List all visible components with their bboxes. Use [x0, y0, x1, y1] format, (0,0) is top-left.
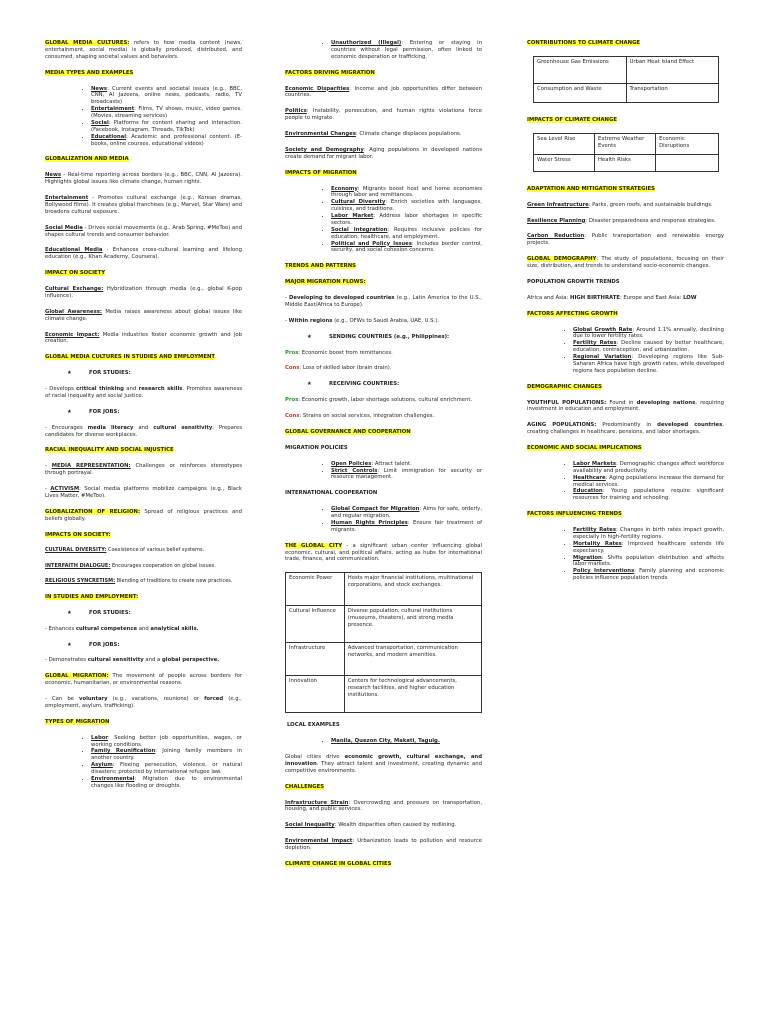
- section-heading: CLIMATE CHANGE IN GLOBAL CITIES: [285, 860, 392, 867]
- heading: GLOBAL MEDIA CULTURES:: [45, 40, 130, 46]
- section-heading: RACIAL INEQUALITY AND SOCIAL INJUSTICE: [45, 447, 174, 454]
- contributions-table: [533, 56, 719, 103]
- star-item: ★ FOR STUDIES:: [67, 609, 131, 616]
- section-heading: FACTORS DRIVING MIGRATION: [285, 69, 375, 76]
- star-icon: ★: [67, 641, 72, 648]
- paragraph: RELIGIOUS SYNCRETISM: Blending of traditions to create new practices.: [45, 578, 233, 585]
- paragraph: Africa and Asia: HIGH BIRTHRATE: Europe and East Asia: LOW: [527, 294, 697, 301]
- list-item: • Labor Markets: Demographic changes affect workforce availability and productivity.: [573, 461, 724, 475]
- section-heading: FACTORS AFFECTING GROWTH: [527, 310, 618, 317]
- table-row: Sea Level Rise Extreme Weather Events Economic Disruptions: [534, 133, 719, 154]
- section-heading: IMPACTS ON SOCIETY:: [45, 531, 111, 538]
- growth-factors-list: [527, 327, 724, 375]
- list-item: • Human Rights Principles: Ensure fair treatment of migrants.: [331, 520, 482, 534]
- global-city-table: [285, 572, 482, 713]
- section-heading: DEMOGRAPHIC CHANGES: [527, 383, 602, 390]
- paragraph: - MEDIA REPRESENTATION: Challenges or reinforces stereotypes through portrayal.: [45, 463, 242, 477]
- list-item: • Global Compact for Migration: Aims for safe, orderly, and regular migration.: [331, 506, 482, 520]
- paragraph: Economic Impact: Media industries foster economic growth and job creation.: [45, 331, 242, 345]
- table-row: Consumption and Waste Transportation: [534, 83, 719, 102]
- list-item: • Fertility Rates: Decline caused by better healthcare, education, contraception, and urbanization.: [573, 340, 724, 354]
- list-item: • Cultural Diversity: Enrich societies with languages, cuisines, and traditions.: [331, 199, 482, 213]
- paragraph: Educational Media - Enhances cross-cultural learning and lifelong education (e.g., Khan Academy, Coursera).: [45, 247, 242, 261]
- list-item: • Open Policies: Attract talent.: [331, 461, 482, 468]
- list-item: • News: Current events and societal issues (e.g., BBC, CNN, Al Jazeera, online news, podcasts, radio, TV broadcasts): [91, 86, 242, 107]
- list-item: • Entertainment: Films, TV shows, music, video games. (Movies, streaming services): [91, 106, 242, 120]
- list-item: • Healthcare: Aging populations increase the demand for medical services.: [573, 475, 724, 489]
- section-heading: TYPES OF MIGRATION: [45, 718, 110, 725]
- list-item: • Labor: Seeking better job opportunities, wages, or working conditions.: [91, 735, 242, 749]
- section-heading: IMPACTS OF MIGRATION: [285, 169, 357, 176]
- star-icon: ★: [307, 333, 312, 340]
- list-item: • Social Integration: Requires inclusive policies for education, healthcare, and employment.: [331, 227, 482, 241]
- section-heading: GLOBALIZATION AND MEDIA: [45, 156, 129, 163]
- star-icon: ★: [67, 370, 72, 377]
- paragraph: GLOBAL MIGRATION: The movement of people across borders for economic, humanitarian, or environmental reasons.: [45, 673, 242, 687]
- implications-list: [527, 461, 724, 502]
- paragraph: News - Real-time reporting across borders (e.g., BBC, CNN, Al Jazeera). Highlights global issues like climate change, human rights.: [45, 172, 242, 186]
- paragraph: Infrastructure Strain: Overcrowding and pressure on transportation, housing, and public services.: [285, 799, 483, 813]
- global-media-cultures-definition: GLOBAL MEDIA CULTURES: refers to how media content (news, entertainment, social media) is globally produced, distributed, and consumed, shaping societal values and behaviors.: [45, 40, 242, 60]
- list-item: • Political and Policy Issues: Includes border control, security, and social cohesion concerns.: [331, 241, 482, 255]
- star-item: ★ FOR STUDIES:: [67, 370, 131, 377]
- section-heading: TRENDS AND PATTERNS: [285, 263, 356, 270]
- section-heading: MAJOR MIGRATION FLOWS:: [285, 279, 366, 286]
- paragraph: - Developing to developed countries (e.g., Latin America to the U.S., Middle East/Africa to Europe).: [285, 295, 482, 308]
- star-item: ★ RECEIVING COUNTRIES:: [307, 381, 400, 388]
- paragraph: - Within regions (e.g., OFWs to Saudi Arabia, UAE, U.S.).: [285, 317, 439, 324]
- sub-heading: MIGRATION POLICIES: [285, 444, 348, 451]
- paragraph: THE GLOBAL CITY - a significant urban center influencing global economic, cultural, and political affairs, acting as hubs for international trade, finance, and communication.: [285, 542, 482, 563]
- paragraph: Global cities drive economic growth, cultural exchange, and innovation. They attract talent and investment, creating dynamic and competitive environments.: [285, 754, 482, 774]
- table-row: Infrastructure Advanced transportation, communication networks, and modern amenities.: [286, 643, 482, 676]
- list-item: • Migration: Shifts population distribution and affects labor markets.: [573, 555, 724, 569]
- list-item: • Labor Market: Address labor shortages in specific sectors.: [331, 213, 482, 227]
- paragraph: Politics: Instability, persecution, and human rights violations force people to migrate.: [285, 108, 482, 122]
- list-item: • Family Reunification: Joining family members in another country.: [91, 748, 242, 762]
- paragraph: Resilience Planning: Disaster preparedness and response strategies.: [527, 217, 716, 224]
- list-item: • Asylum: Fleeing persecution, violence, or natural disasters; protected by international refugee law.: [91, 762, 242, 776]
- star-icon: ★: [67, 609, 72, 616]
- column-3: [527, 40, 724, 591]
- section-heading: FACTORS INFLUENCING TRENDS: [527, 511, 622, 518]
- paragraph: Green Infrastructure: Parks, green roofs, and sustainable buildings.: [527, 201, 713, 208]
- paragraph: Social Inequality: Wealth disparities often caused by redlining.: [285, 822, 457, 829]
- paragraph: Environmental Impact: Urbanization leads to pollution and resource depletion.: [285, 838, 482, 851]
- paragraph: - Enhances cultural competence and analytical skills.: [45, 625, 199, 632]
- paragraph: - Demonstrates cultural sensitivity and a global perspective.: [45, 657, 220, 664]
- section-heading: GLOBAL MEDIA CULTURES IN STUDIES AND EMPLOYMENT: [45, 354, 215, 361]
- policies-list: [285, 461, 482, 482]
- list-item: • Mortality Rates: Improved healthcare extends life expectancy.: [573, 541, 724, 555]
- paragraph: CULTURAL DIVERSITY: Coexistence of various belief systems.: [45, 547, 205, 554]
- local-examples-list: [285, 738, 482, 745]
- sub-heading: LOCAL EXAMPLES: [287, 722, 340, 729]
- list-item: • Fertility Rates: Changes in birth rates impact growth, especially in high-fertility regions.: [573, 527, 724, 541]
- section-heading: ECONOMIC AND SOCIAL IMPLICATIONS: [527, 445, 642, 451]
- paragraph: - ACTIVISM: Social media platforms mobilize campaigns (e.g., Black Lives Matter, #MeToo).: [45, 486, 242, 499]
- column-2: [285, 40, 482, 877]
- paragraph: Cons: Loss of skilled labor (brain drain).: [285, 365, 392, 372]
- paragraph: - Develops critical thinking and research skills. Promotes awareness of racial inequality and social justice.: [45, 386, 242, 399]
- table-row: Economic Power Hosts major financial institutions, multinational corporations, and stock exchanges.: [286, 573, 482, 606]
- cooperation-list: [285, 506, 482, 534]
- paragraph: AGING POPULATIONS: Predominantly in developed countries, creating challenges in healthcare, pensions, and labor shortages.: [527, 422, 724, 436]
- section-heading: IN STUDIES AND EMPLOYMENT:: [45, 593, 139, 600]
- section-heading: IMPACT ON SOCIETY: [45, 270, 106, 277]
- list-item: • Global Growth Rate: Around 1.1% annually, declining due to lower fertility rates.: [573, 327, 724, 341]
- paragraph: - Encourages media literacy and cultural sensitivity. Prepares candidates for diverse workplaces.: [45, 424, 242, 438]
- table-row: Water Stress Health Risks: [534, 154, 719, 171]
- star-item: ★ SENDING COUNTRIES (e.g., Philippines):: [307, 333, 450, 340]
- impacts-table: [533, 133, 719, 172]
- paragraph: Pros: Economic growth, labor shortage solutions, cultural enrichment.: [285, 397, 473, 404]
- star-item: ★ FOR JOBS:: [67, 408, 120, 415]
- paragraph: Cultural Exchange: Hybridization through media (e.g., global K-pop influence).: [45, 286, 242, 299]
- paragraph: GLOBAL DEMOGRAPHY: The study of populations, focusing on their size, distribution, and trends to understand socio-economic changes.: [527, 256, 725, 269]
- migration-types-list-cont: [285, 40, 482, 61]
- list-item: • Manila, Quezon City, Makati, Taguig.: [331, 738, 482, 745]
- paragraph: YOUTHFUL POPULATIONS: Found in developing nations, requiring investment in education and employment.: [527, 399, 724, 413]
- list-item: • Social: Platforms for content sharing and interaction. (Facebook, Instagram, Threads, TikTok): [91, 120, 242, 134]
- paragraph: Cons: Strains on social services, integration challenges.: [285, 413, 435, 419]
- list-item: • Environmental: Migration due to environmental changes like flooding or droughts.: [91, 776, 242, 790]
- paragraph: GLOBALIZATION OF RELIGION: Spread of religious practices and beliefs globally.: [45, 508, 242, 522]
- star-item: ★ FOR JOBS:: [67, 641, 120, 648]
- table-row: Greenhouse Gas Emissions Urban Heat Island Effect: [534, 56, 719, 83]
- paragraph: - Can be voluntary (e.g., vacations, reunions) or forced (e.g., employment, asylum, trafficking).: [45, 696, 242, 709]
- section-heading: IMPACTS OF CLIMATE CHANGE: [527, 116, 617, 123]
- paragraph: Economic Disparities: Income and job opportunities differ between countries.: [285, 85, 482, 99]
- list-item: • Strict Controls: Limit immigration for security or resource management.: [331, 468, 482, 482]
- list-item: • Regional Variation: Developing regions like Sub-Saharan Africa have high growth rates, while developed regions face population decline.: [573, 354, 724, 375]
- list-item: • Education: Young populations require significant resources for training and schooling.: [573, 488, 724, 502]
- trend-factors-list: [527, 527, 724, 582]
- section-heading: CHALLENGES: [285, 783, 325, 790]
- star-icon: ★: [67, 408, 72, 415]
- column-1: [45, 40, 242, 799]
- paragraph: Entertainment - Promotes cultural exchange (e.g., Korean dramas, Bollywood films). It creates global franchises (e.g., Marvel, Star Wars) and broadens cultural exposure.: [45, 195, 242, 215]
- star-icon: ★: [307, 381, 312, 388]
- migration-types-list: [45, 735, 242, 790]
- sub-heading: POPULATION GROWTH TRENDS: [527, 278, 620, 285]
- section-heading: GLOBAL GOVERNANCE AND COOPERATION: [285, 428, 411, 435]
- list-item: • Educational: Academic and professional content. (E-books, online courses, educational videos): [91, 134, 242, 148]
- paragraph: Society and Demography: Aging populations in developed nations create demand for migrant labor.: [285, 146, 482, 160]
- section-heading: CONTRIBUTIONS TO CLIMATE CHANGE: [527, 40, 641, 46]
- media-types-list: [45, 86, 242, 148]
- list-item: • Economy: Migrants boost host and home economies through labor and remittances.: [331, 186, 482, 200]
- paragraph: Global Awareness: Media raises awareness about global issues like climate change.: [45, 308, 242, 322]
- section-heading: ADAPTATION AND MITIGATION STRATEGIES: [527, 185, 655, 192]
- impacts-list: [285, 186, 482, 255]
- section-heading: MEDIA TYPES AND EXAMPLES: [45, 69, 134, 76]
- paragraph: Social Media - Drives social movements (e.g., Arab Spring, #MeToo) and shapes cultural trends and consumer behavior.: [45, 224, 242, 238]
- paragraph: INTERFAITH DIALOGUE: Encourages cooperation on global issues.: [45, 562, 216, 569]
- paragraph: Environmental Changes: Climate change displaces populations.: [285, 131, 462, 137]
- list-item: • Policy Interventions: Family planning and economic policies influence population trends: [573, 568, 724, 582]
- table-row: Innovation Centers for technological advancements, research facilities, and higher education institutions.: [286, 676, 482, 713]
- sub-heading: INTERNATIONAL COOPERATION: [285, 490, 378, 497]
- paragraph: Carbon Reduction: Public transportation and renewable energy projects.: [527, 233, 724, 247]
- list-item: • Unauthorized (Illegal): Entering or staying in countries without legal permission, often linked to economic desperation or trafficking.: [331, 40, 482, 61]
- table-row: Cultural Influence Diverse population, cultural institutions (museums, theaters), and strong media presence.: [286, 606, 482, 643]
- paragraph: Pros: Economic boost from remittances.: [285, 349, 393, 356]
